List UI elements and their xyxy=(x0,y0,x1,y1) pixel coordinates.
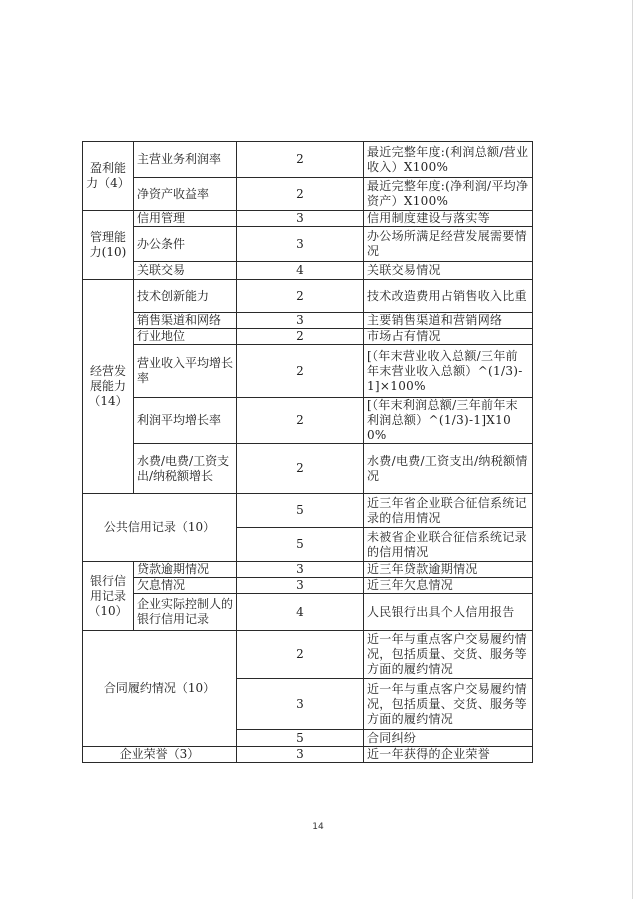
item-score: 3 xyxy=(237,227,364,262)
item-name: 主营业务利润率 xyxy=(134,142,237,178)
table-row xyxy=(83,345,533,398)
section-category: 公共信用记录（10） xyxy=(83,494,237,562)
table-row xyxy=(83,262,533,280)
item-description: 近三年省企业联合征信系统记录的信用情况 xyxy=(364,494,533,528)
item-name: 信用管理 xyxy=(134,211,237,227)
item-score: 2 xyxy=(237,444,364,494)
item-description: 近一年与重点客户交易履约情况，包括质量、交货、服务等方面的履约情况 xyxy=(364,679,533,730)
item-description: 水费/电费/工资支出/纳税额情况 xyxy=(364,444,533,494)
table-row xyxy=(83,594,533,631)
evaluation-table xyxy=(82,141,533,763)
section-category: 管理能力(10) xyxy=(83,211,134,280)
item-name: 贷款逾期情况 xyxy=(134,562,237,578)
item-score: 3 xyxy=(237,562,364,578)
page-number: 14 xyxy=(312,822,324,832)
item-score: 5 xyxy=(237,528,364,562)
item-description: 办公场所满足经营发展需要情况 xyxy=(364,227,533,262)
item-description: [（年末利润总额/三年前年末利润总额）^(1/3)-1]X100% xyxy=(364,398,533,444)
item-description: 市场占有情况 xyxy=(364,329,533,345)
item-name: 关联交易 xyxy=(134,262,237,280)
table-row xyxy=(83,747,533,763)
item-description: 最近完整年度:(净利润/平均净资产）X100% xyxy=(364,178,533,211)
item-description: 合同纠纷 xyxy=(364,730,533,747)
table-row xyxy=(83,142,533,178)
item-description: 最近完整年度:(利润总额/营业收入）X100% xyxy=(364,142,533,178)
item-score: 2 xyxy=(237,631,364,679)
item-name: 企业实际控制人的银行信用记录 xyxy=(134,594,237,631)
item-description: 近一年获得的企业荣誉 xyxy=(364,747,533,763)
item-name: 利润平均增长率 xyxy=(134,398,237,444)
item-name: 营业收入平均增长率 xyxy=(134,345,237,398)
item-name: 净资产收益率 xyxy=(134,178,237,211)
item-name: 销售渠道和网络 xyxy=(134,313,237,329)
section-category: 盈利能力（4） xyxy=(83,142,134,211)
table-row xyxy=(83,178,533,211)
item-description: 技术改造费用占销售收入比重 xyxy=(364,280,533,313)
section-category: 企业荣誉（3） xyxy=(83,747,237,763)
scan-page-edge xyxy=(632,0,633,899)
item-description: 近三年欠息情况 xyxy=(364,578,533,594)
section-category: 合同履约情况（10） xyxy=(83,631,237,747)
item-description: 信用制度建设与落实等 xyxy=(364,211,533,227)
item-name: 技术创新能力 xyxy=(134,280,237,313)
item-score: 2 xyxy=(237,178,364,211)
table-row xyxy=(83,280,533,313)
table-row xyxy=(83,227,533,262)
table-row xyxy=(83,494,533,528)
table-row xyxy=(83,211,533,227)
table-row xyxy=(83,631,533,679)
item-name: 欠息情况 xyxy=(134,578,237,594)
item-score: 5 xyxy=(237,730,364,747)
item-score: 3 xyxy=(237,313,364,329)
table-row xyxy=(83,329,533,345)
item-description: 未被省企业联合征信系统记录的信用情况 xyxy=(364,528,533,562)
item-score: 2 xyxy=(237,329,364,345)
table-row xyxy=(83,313,533,329)
item-score: 5 xyxy=(237,494,364,528)
item-description: [（年末营业收入总额/三年前年末营业收入总额）^(1/3)-1]×100% xyxy=(364,345,533,398)
table-row xyxy=(83,562,533,578)
item-description: 近一年与重点客户交易履约情况，包括质量、交货、服务等方面的履约情况 xyxy=(364,631,533,679)
item-name: 水费/电费/工资支出/纳税额增长 xyxy=(134,444,237,494)
section-category: 银行信用记录（10） xyxy=(83,562,134,631)
item-score: 2 xyxy=(237,280,364,313)
item-description: 人民银行出具个人信用报告 xyxy=(364,594,533,631)
table-row xyxy=(83,578,533,594)
table-row xyxy=(83,398,533,444)
item-name: 行业地位 xyxy=(134,329,237,345)
table-row xyxy=(83,444,533,494)
item-description: 近三年贷款逾期情况 xyxy=(364,562,533,578)
section-category: 经营发展能力（14） xyxy=(83,280,134,494)
item-description: 主要销售渠道和营销网络 xyxy=(364,313,533,329)
item-score: 3 xyxy=(237,578,364,594)
item-score: 4 xyxy=(237,262,364,280)
item-score: 4 xyxy=(237,594,364,631)
item-score: 3 xyxy=(237,679,364,730)
item-score: 2 xyxy=(237,345,364,398)
item-score: 3 xyxy=(237,747,364,763)
item-score: 3 xyxy=(237,211,364,227)
item-description: 关联交易情况 xyxy=(364,262,533,280)
item-score: 2 xyxy=(237,142,364,178)
item-name: 办公条件 xyxy=(134,227,237,262)
item-score: 2 xyxy=(237,398,364,444)
